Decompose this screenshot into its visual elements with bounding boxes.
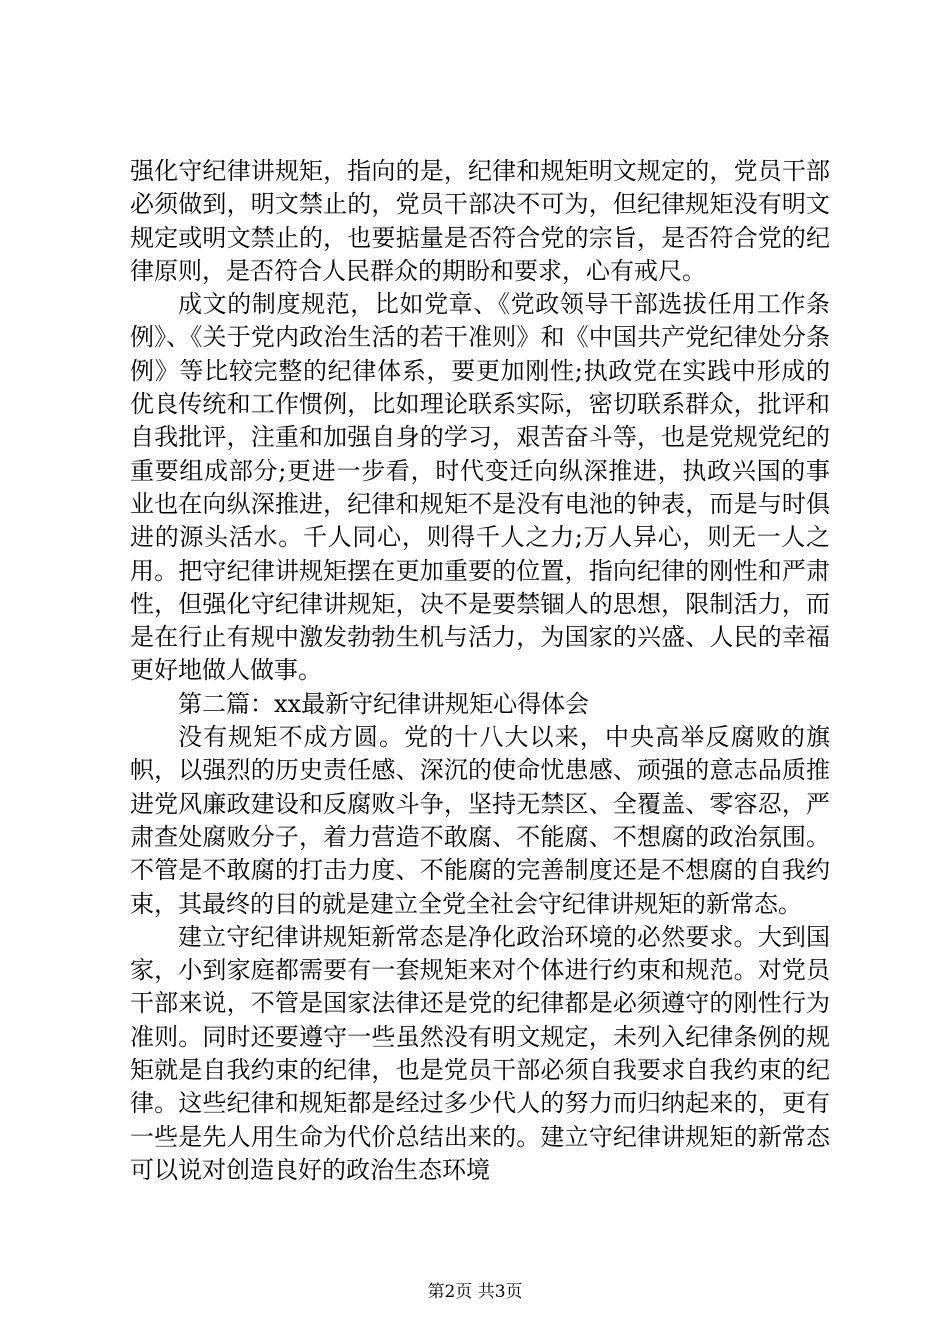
document-body xyxy=(130,155,830,1187)
paragraph-4: 建立守纪律讲规矩新常态是净化政治环境的必然要求。大到国家，小到家庭都需要有一套规矩来对个体进行约束和规范。对党员干部来说，不管是国家法律还是党的纪律都是必须遵守的刚性行为准则。同时还要遵守一些虽然没有明文规定，未列入纪律条例的规矩就是自我约束的纪律，也是党员干部必须自我要求自我约束的纪律。这些纪律和规矩都是经过多少代人的努力而归纳起来的，更有一些是先人用生命为代价总结出来的。建立守纪律讲规矩的新常态可以说对创造良好的政治生态环境 xyxy=(130,922,830,1184)
paragraph-2: 成文的制度规范，比如党章、《党政领导干部选拔任用工作条例》、《关于党内政治生活的若干准则》和《中国共产党纪律处分条例》等比较完整的纪律体系，要更加刚性;执政党在实践中形成的优良传统和工作惯例，比如理论联系实际，密切联系群众，批评和自我批评，注重和加强自身的学习，艰苦奋斗等，也是党规党纪的重要组成部分;更进一步看，时代变迁向纵深推进，执政兴国的事业也在向纵深推进，纪律和规矩不是没有电池的钟表，而是与时俱进的源头活水。千人同心，则得千人之力;万人异心，则无一人之用。把守纪律讲规矩摆在更加重要的位置，指向纪律的刚性和严肃性，但强化守纪律讲规矩，决不是要禁锢人的思想，限制活力，而是在行止有规中激发勃勃生机与活力，为国家的兴盛、人民的幸福更好地做人做事。 xyxy=(130,290,830,685)
section-heading: 第二篇：xx最新守纪律讲规矩心得体会 xyxy=(178,689,590,718)
paragraph-3: 没有规矩不成方圆。党的十八大以来，中央高举反腐败的旗帜，以强烈的历史责任感、深沉的使命忧患感、顽强的意志品质推进党风廉政建设和反腐败斗争，坚持无禁区、全覆盖、零容忍，严肃查处腐败分子，着力营造不敢腐、不能腐、不想腐的政治氛围。不管是不敢腐的打击力度、不能腐的完善制度还是不想腐的自我约束，其最终的目的就是建立全党全社会守纪律讲规矩的新常态。 xyxy=(130,723,830,918)
paragraph-1: 强化守纪律讲规矩，指向的是，纪律和规矩明文规定的，党员干部必须做到，明文禁止的，党员干部决不可为，但纪律规矩没有明文规定或明文禁止的，也要掂量是否符合党的宗旨，是否符合党的纪律原则，是否符合人民群众的期盼和要求，心有戒尺。 xyxy=(130,157,830,285)
page-footer: 第2页 共3页 xyxy=(427,1282,523,1302)
